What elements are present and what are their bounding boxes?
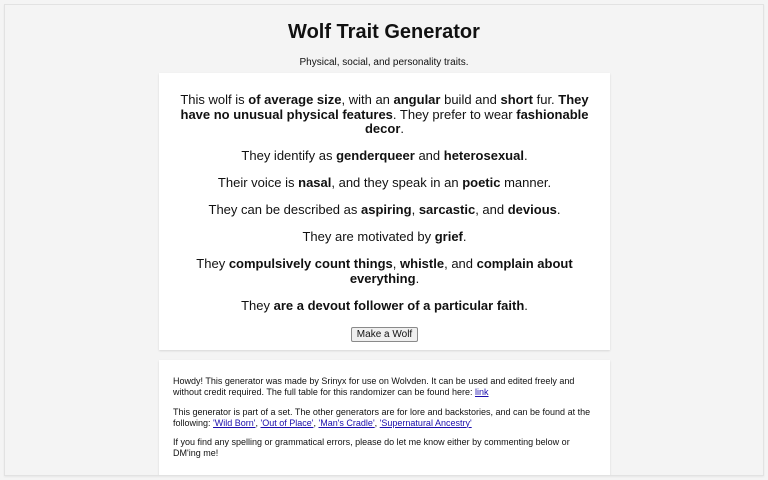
trait-habit-3: complain about everything	[349, 256, 573, 286]
text: They identify as	[241, 148, 337, 163]
text: manner.	[500, 175, 552, 190]
text: build and	[440, 92, 501, 107]
trait-gender: genderqueer	[336, 148, 415, 163]
text: , and	[444, 256, 477, 271]
text: They	[196, 256, 229, 271]
page-title: Wolf Trait Generator	[288, 21, 480, 43]
trait-fur: short	[500, 92, 533, 107]
voice-traits	[175, 176, 594, 191]
text: They are motivated by	[302, 229, 435, 244]
text: This wolf is	[180, 92, 249, 107]
trait-habit-1: compulsively count things	[228, 256, 393, 271]
page-subtitle: Physical, social, and personality traits.	[299, 57, 469, 68]
text: and	[414, 148, 444, 163]
habit-traits	[175, 257, 594, 286]
text: .	[523, 148, 528, 163]
credits-text: Howdy! This generator was made by Srinyx for use on Wolvden. It can be used and edited freely and without credit required. The full table for this randomizer can be found here:	[173, 376, 575, 397]
link-out-of-place[interactable]: 'Out of Place'	[260, 417, 314, 428]
traits-card	[159, 73, 610, 350]
trait-voice: nasal	[298, 175, 332, 190]
trait-orientation: heterosexual	[443, 148, 524, 163]
link-mans-cradle[interactable]: 'Man's Cradle'	[318, 417, 375, 428]
trait-manner: poetic	[462, 175, 501, 190]
trait-personality-2: sarcastic	[418, 202, 476, 217]
physical-traits	[175, 93, 594, 137]
trait-build: angular	[393, 92, 441, 107]
personality-traits	[175, 203, 594, 218]
text: , with an	[341, 92, 394, 107]
text: .	[462, 229, 467, 244]
text: They	[241, 297, 274, 313]
motivation-traits	[175, 230, 594, 245]
link-wild-born[interactable]: 'Wild Born'	[213, 417, 256, 428]
text: ,	[411, 202, 419, 217]
text: .	[524, 297, 528, 313]
credits-paragraph	[173, 376, 596, 398]
separator: ,	[374, 417, 380, 428]
trait-clothing: fashionable decor	[364, 106, 589, 136]
text: fur.	[532, 92, 559, 107]
info-card	[159, 360, 610, 476]
faith-traits	[175, 299, 594, 314]
text: .	[400, 121, 405, 136]
trait-habit-2: whistle	[400, 256, 445, 271]
related-text: This generator is part of a set. The other generators are for lore and backstories, and can be found at the following:	[173, 406, 591, 428]
text: , and	[475, 202, 508, 217]
text: , and they speak in an	[331, 175, 463, 190]
text: .	[415, 270, 420, 286]
separator: ,	[313, 417, 319, 428]
trait-size: of average size	[248, 92, 342, 107]
full-table-link[interactable]: link	[475, 387, 489, 397]
trait-motivation: grief	[434, 229, 463, 244]
text: Their voice is	[217, 175, 299, 190]
related-generators-paragraph	[173, 407, 596, 429]
separator: ,	[255, 417, 261, 428]
text: ,	[392, 256, 401, 271]
page-frame	[4, 4, 764, 476]
trait-personality-3: devious	[507, 202, 557, 217]
make-a-wolf-button[interactable]: Make a Wolf	[351, 327, 418, 342]
identity-traits	[175, 149, 594, 164]
trait-features: They have no unusual physical features	[180, 92, 589, 122]
text: . They prefer to wear	[392, 106, 517, 122]
trait-personality-1: aspiring	[361, 202, 412, 217]
text: They can be described as	[208, 202, 361, 217]
errors-paragraph: If you find any spelling or grammatical errors, please do let me know either by commenting below or DM'ing me!	[173, 437, 570, 458]
trait-faith: are a devout follower of a particular faith	[273, 297, 525, 313]
link-supernatural-ancestry[interactable]: 'Supernatural Ancestry'	[379, 417, 472, 428]
text: .	[556, 202, 561, 217]
